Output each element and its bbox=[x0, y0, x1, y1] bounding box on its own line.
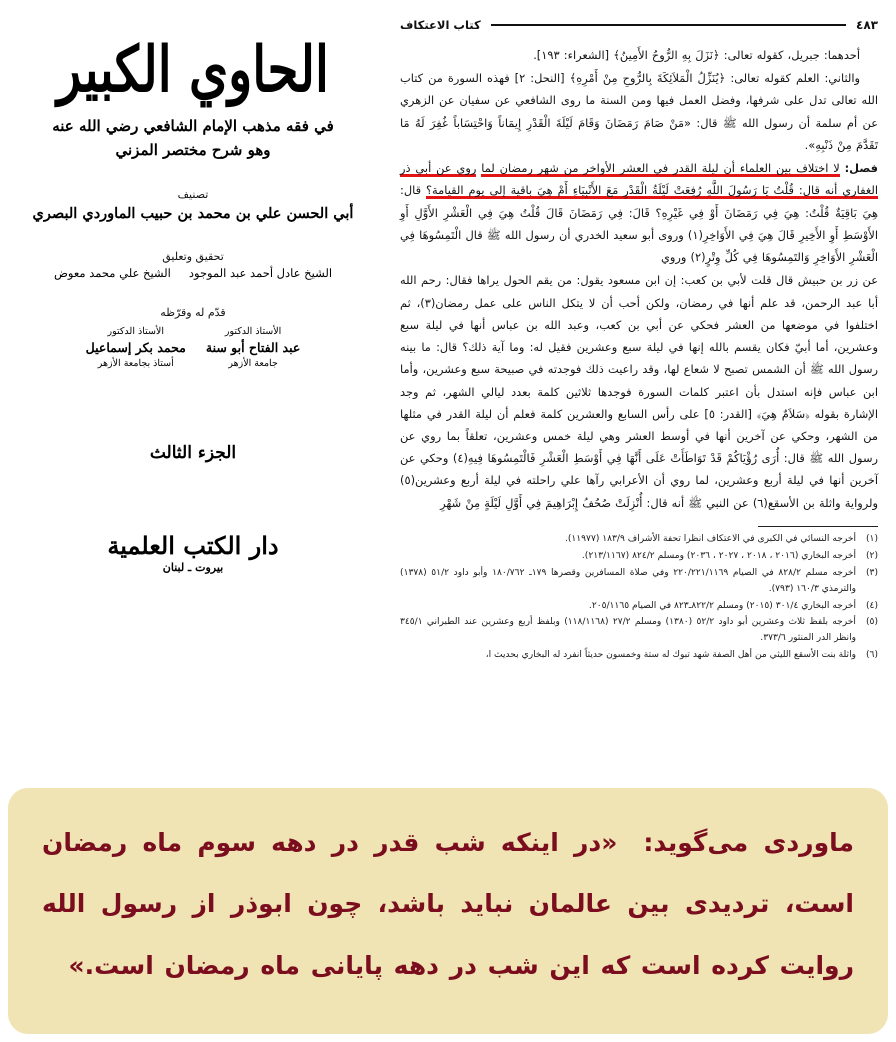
footnote-item bbox=[400, 549, 878, 565]
translation-quote: «در اینکه شب قدر در دهه سوم ماه رمضان است، تردیدی بین عالمان نباید باشد، چون ابوذر از رسول الله روایت کرده است که این شب در دهه پایانی ماه رمضان است.» bbox=[42, 828, 854, 980]
publisher-city: بيروت ـ لبنان bbox=[162, 561, 224, 575]
footnote-item bbox=[400, 599, 878, 615]
footnote-number: (٦) bbox=[865, 650, 878, 661]
running-head-title: كتاب الاعتكاف bbox=[400, 18, 481, 32]
presenter-affiliation: جامعة الأزهر bbox=[228, 358, 278, 370]
section-label: فصل: bbox=[844, 161, 878, 176]
presenter-rank: الأستاذ الدكتور bbox=[224, 325, 282, 337]
translation-paragraph bbox=[42, 812, 854, 996]
body-paragraph: عن زر بن حبيش قال قلت لأبي بن كعب: إن ابن مسعود يقول: من يقم الحول يراها فقال: رحم الله أبا عبد الرحمن، قد علم أنها في رمضان، ولكن أحب أن لا يتكل الناس على عمل رمضان(٣)، ثم اختلفوا في موضعها من العشر فحكي عن أبي بن كعب، وعبد الله بن عباس أنها في ليلة سبع وعشرين، أما أبيّ فكان يقسم بالله إنها في ليلة سبع وعشرين فقيل له: وما آية ذلك؟ قال: ما بينه رسول الله ﷺ أن الشمس تصبح لا شعاع لها، وقد راعيت ذلك فوجدته في صبيحة سبع وعشرين، وأما ابن عباس فإنه استدل بأن اعتبر كلمات السورة فوجدها ثلاثين كلمة بعدد ليالي الشهر، ثم وجد الإشارة بقوله ﴿سَلاَمٌ هِيَ﴾ [القدر: ٥] على رأس السابع والعشرين كلمة فعلم أن ليلة القدر في مثلها من الشهر، وحكي عن آخرين أنها في أوسط العشر وهي ليلة خمس وعشرين، تعلقاً بما روي عن رسول الله ﷺ قال: أُرَى رُؤْيَاكُمْ قَدْ تَوَاطَأَتْ عَلَى أَنَّهَا فِي أَوْسَطِ الْعَشْرِ فَالْتَمِسُوهَا فِيهِ(٤) وحكي عن آخرين أنها في ليلة أربع وعشرين، لما روي أن الأعرابي رآها علي راحلته في ليلة أربع وعشرين(٥) ولرواية واثلة بن الأسقع(٦) عن النبي ﷺ أنه قال: أُنْزِلَتْ صُحُفُ إِبْرَاهِيمَ فِي أَوَّلِ لَيْلَةٍ مِنْ شَهْرِ bbox=[400, 273, 878, 510]
running-head-rule bbox=[491, 24, 846, 26]
editors-row bbox=[0, 266, 386, 280]
translation-speaker: ماوردی می‌گوید: bbox=[643, 828, 854, 857]
footnote-number: (٣) bbox=[865, 567, 878, 578]
translation-callout bbox=[8, 788, 888, 1034]
footnote-item bbox=[400, 615, 878, 647]
page-number: ٤٨٣ bbox=[856, 18, 878, 32]
book-subtitle-madhhab: في فقه مذهب الإمام الشافعي رضي الله عنه bbox=[52, 116, 334, 135]
publisher-name: دار الكتب العلمية bbox=[107, 531, 279, 561]
footnote-item bbox=[400, 532, 878, 548]
footnote-item bbox=[400, 566, 878, 598]
footnote-separator-rule bbox=[758, 526, 878, 527]
footnote-text: أخرجه البخاري ٣٠١/٤ (٢٠١٥) ومسلم ٨٢٢/٢ـ٨٢٣ في الصيام ٢٠٥/١١٦٥. bbox=[588, 600, 856, 611]
footnote-text: أخرجه بلفظ ثلاث وعشرين أبو داود ٥٢/٢ (١٣٨٠) ومسلم ٢٧/٢ (١١٨/١١٦٨) وبلفظ أربع وعشرين عند الطبراني ٣٤٥/١ وانظر الدر المنثور ٣٧٣/٦. bbox=[400, 617, 856, 644]
presenter-affiliation: أستاذ بجامعة الأزهر bbox=[97, 358, 174, 370]
footnote-number: (٢) bbox=[865, 550, 878, 561]
volume-number: الجزء الثالث bbox=[149, 443, 237, 464]
presented-by-label: قدّم له وقرّظه bbox=[160, 305, 226, 319]
editor-name: الشيخ عادل أحمد عبد الموجود bbox=[188, 265, 333, 280]
footnote-text: أخرجه البخاري (٢٠١٦ ، ٢٠١٨ ، ٢٠٢٧ ، ٢٠٣٦) ومسلم ٨٢٤/٢ (٢١٣/١١٦٧). bbox=[581, 550, 856, 561]
highlighted-text-run: روي عن أبي ذر الغفاري أنه قال: قُلْتُ يَا رَسُولَ اللَّهِ رُفِعَتْ لَيْلَةُ الْقَدْرِ مَعَ الأَنْبِيَاءِ أَمْ هِيَ باقية إلى يوم القيامة؟ bbox=[400, 161, 878, 198]
footnote-text: واثلة بنت الأسقع الليثي من أهل الصفة شهد تبوك له ستة وخمسون حديثاً انفرد له البخاري بحديث ا، bbox=[485, 650, 856, 661]
editor-name: الشيخ علي محمد معوض bbox=[53, 265, 171, 280]
footnote-item bbox=[400, 648, 878, 664]
footnote-number: (١) bbox=[865, 533, 878, 544]
book-subtitle-commentary: وهو شرح مختصر المزني bbox=[115, 141, 271, 159]
body-text-run: قال: هِيَ بَاقِيَةٌ قُلْتُ: هِيَ فِي رَمَضَانَ أَوْ فِي غَيْرِهِ؟ قَالَ: فِي رَمَضَانَ قَالَ قُلْتُ هِيَ فِي الْعَشْرِ الأَوَّلِ أَوِ الأَوْسَطِ أَوِ الأَخِيرِ قَالَ هِيَ فِي الأَوَاخِرِ(١) وروى أبو سعيد الخدري أن رسول الله ﷺ قال الْتَمِسُوهَا فِي الْعَشْرِ الأَوَاخِرِ وَالتَمِسُوهَا فِي كُلِّ وِتْرٍ(٢) وروي bbox=[400, 183, 878, 265]
presenter-rank: الأستاذ الدكتور bbox=[107, 325, 164, 337]
book-main-title: الحاوي الكبير bbox=[57, 32, 329, 107]
body-text-panel bbox=[386, 0, 896, 782]
running-head bbox=[400, 14, 878, 36]
presenter-name: محمد بكر إسماعيل bbox=[85, 340, 186, 356]
author-label: تصنيف bbox=[177, 187, 209, 201]
presenters-row bbox=[0, 325, 386, 372]
editors-label: تحقيق وتعليق bbox=[162, 249, 224, 263]
presenter-name: عبد الفتاح أبو سنة bbox=[205, 340, 301, 356]
footnote-number: (٥) bbox=[865, 617, 878, 628]
body-paragraph: أحدهما: جبريل، كقوله تعالى: ﴿نَزَلَ بِهِ الرُّوحُ الأَمِينُ﴾ [الشعراء: ١٩٣]. bbox=[533, 48, 860, 62]
highlighted-text-run: لا اختلاف بين العلماء أن ليلة القدر في العشر الأواخر من شهر رمضان لما bbox=[481, 161, 840, 176]
presenter-block bbox=[86, 325, 186, 372]
footnote-text: أخرجه النسائي في الكبرى في الاعتكاف انظرا تحفة الأشراف ١٨٣/٩ (١١٩٧٧). bbox=[564, 533, 856, 544]
presenter-block bbox=[206, 325, 300, 372]
footnote-number: (٤) bbox=[865, 600, 878, 611]
author-name: أبي الحسن علي بن محمد بن حبيب الماوردي البصري bbox=[32, 204, 354, 222]
footnote-text: أخرجه مسلم ٨٢٨/٢ في الصيام ٢٢٠/٢٢١/١١٦٩ وفي صلاة المسافرين وقصرها ١٧٩ـ ١٨٠/٧٦٢ وأبو داود ٥١/٢ (١٣٧٨) والترمذي ١٦٠/٣ (٧٩٣). bbox=[400, 567, 856, 594]
body-paragraph: والثاني: العلم كقوله تعالى: ﴿يُنَزِّلُ الْمَلاَئِكَةَ بِالرُّوحِ مِنْ أَمْرِهِ﴾ [النحل: ٢] فهذه السورة من كتاب الله تعالى تدل على شرفها، وفضل العمل فيها ومن السنة ما روى الشافعي عن سفيان عن الزهري عن أم سلمة أن رسول الله ﷺ قال: «مَنْ صَامَ رَمَضَانَ وَقَامَ لَيْلَةَ الْقَدْرِ إِيمَاناً وَاحْتِسَاباً غُفِرَ لَهُ مَا تَقَدَّمَ مِنْ ذَنْبِهِ». bbox=[400, 71, 878, 152]
title-page-panel bbox=[0, 0, 386, 782]
section-paragraph bbox=[400, 157, 878, 268]
